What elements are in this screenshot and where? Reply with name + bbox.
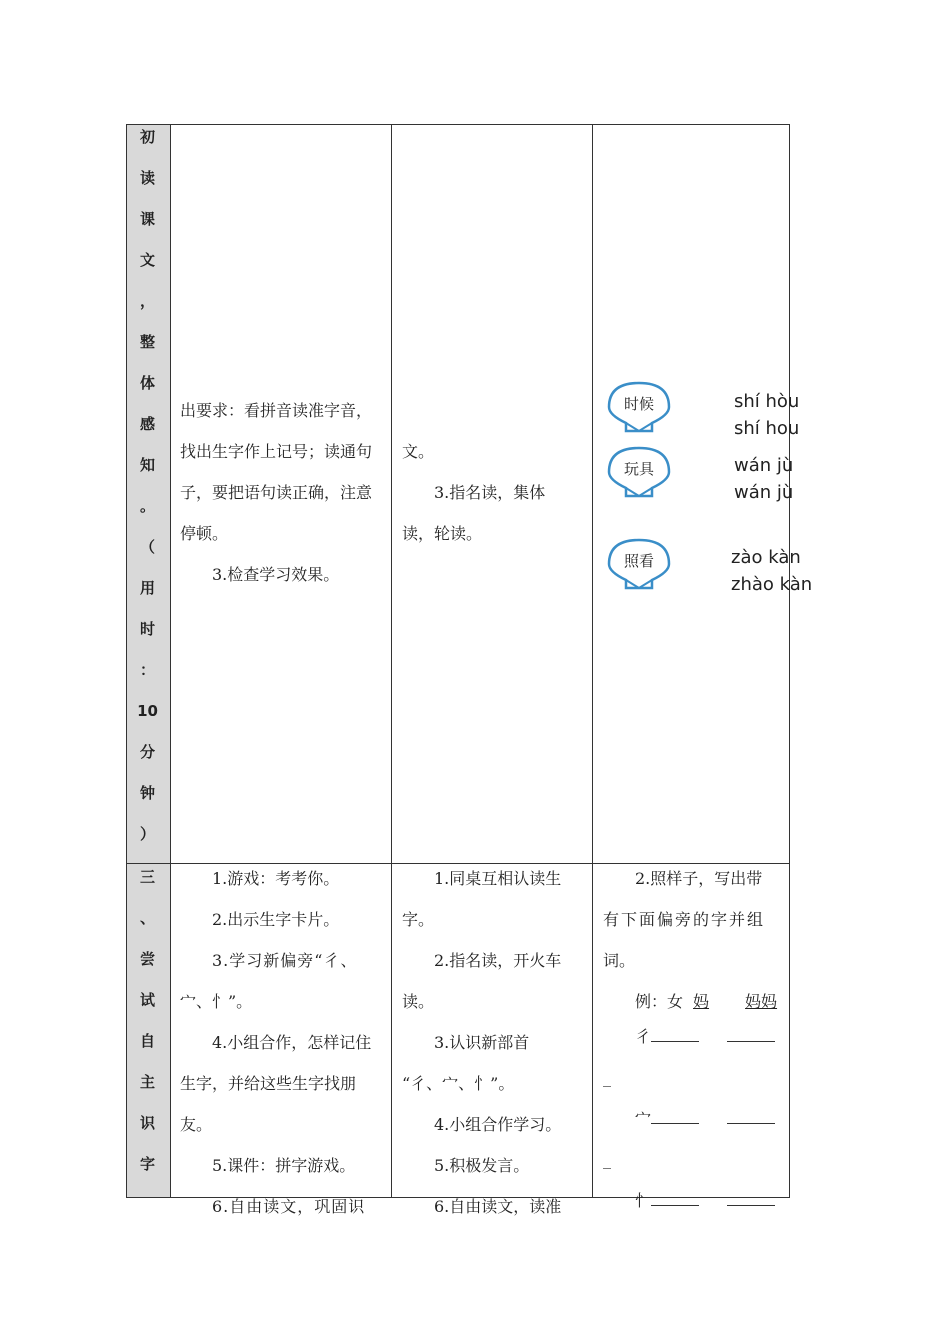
word-label: 玩具 [623, 460, 654, 478]
row1-teacher-cell [180, 390, 388, 595]
teacher-line: 3.检查学习效果。 [212, 565, 340, 584]
answer-blank[interactable] [727, 1105, 775, 1124]
teacher-line: 3.学习新偏旁“彳、 [212, 951, 358, 970]
student-line: 5.积极发言。 [434, 1156, 530, 1175]
wrap-dash: _ [603, 1068, 611, 1087]
column-divider-2 [391, 124, 392, 1198]
student-line: 3.指名读，集体 [434, 483, 546, 502]
pinyin-option: wán jù [734, 455, 794, 476]
stage-label-reading: 初 读 课 文 ， 整 体 感 知 。 （ 用 时 ： 10 分 钟 ） [137, 128, 158, 843]
answer-blank[interactable] [651, 1023, 699, 1042]
pinyin-correct: shí hòu [734, 391, 800, 412]
pinyin-option: wán jù [734, 482, 794, 503]
teacher-line: 5.课件：拼字游戏。 [212, 1156, 356, 1175]
answer-blank[interactable] [651, 1105, 699, 1124]
word-label: 照看 [623, 552, 654, 570]
student-line: 文。 [402, 442, 435, 461]
row2-student-cell [402, 858, 587, 1227]
radical-row-3: 忄 [603, 1186, 785, 1216]
fan-card-zhaokan [604, 536, 674, 596]
column-divider-3 [592, 124, 593, 1198]
student-line: 读。 [402, 992, 435, 1011]
teacher-line: 生字，并给这些生字找朋 [180, 1074, 357, 1093]
word-pinyin-panel [594, 124, 813, 864]
teacher-line: 4.小组合作，怎样记住 [212, 1033, 372, 1052]
student-line: 字。 [402, 910, 435, 929]
teacher-line: 2.出示生字卡片。 [212, 910, 340, 929]
example-char: 妈 [693, 992, 710, 1011]
student-line: “彳、宀、忄”。 [402, 1074, 515, 1093]
teacher-line: 宀、忄”。 [180, 992, 253, 1011]
exercise-line: 有下面偏旁的字并组 [603, 910, 766, 929]
example-line: 例：女 妈 妈妈 [635, 992, 778, 1011]
answer-blank[interactable] [727, 1187, 775, 1206]
answer-blank[interactable] [651, 1187, 699, 1206]
pinyin-option: zào kàn [731, 547, 801, 568]
teacher-line: 子，要把语句读正确，注意 [180, 483, 373, 502]
wrap-dash: _ [603, 1150, 611, 1169]
teacher-line: 友。 [180, 1115, 213, 1134]
exercise-line: 2.照样子，写出带 [635, 869, 763, 888]
stage-label-literacy: 三 、 尝 试 自 主 识 字 [139, 868, 155, 1173]
row2-teacher-cell [180, 858, 384, 1227]
student-line: 6.自由读文，读准 [434, 1197, 562, 1216]
pinyin-option: shí hou [734, 418, 800, 439]
row1-student-cell [402, 431, 587, 554]
teacher-line: 出要求：看拼音读准字音， [180, 401, 373, 420]
answer-blank[interactable] [727, 1023, 775, 1042]
teacher-line: 停顿。 [180, 524, 229, 543]
fan-card-wanju [604, 444, 674, 504]
teacher-line: 1.游戏：考考你。 [212, 869, 340, 888]
student-line: 2.指名读，开火车 [434, 951, 562, 970]
radical-row-2: 宀 [603, 1104, 785, 1134]
column-divider-1 [170, 124, 171, 1198]
example-word: 妈妈 [745, 992, 778, 1011]
exercise-line: 词。 [603, 951, 636, 970]
teacher-line: 6.自由读文，巩固识 [212, 1197, 366, 1216]
student-line: 1.同桌互相认读生 [434, 869, 562, 888]
row2-exercise-cell [603, 858, 785, 1216]
student-line: 读，轮读。 [402, 524, 483, 543]
word-label: 时候 [623, 395, 654, 413]
student-line: 4.小组合作学习。 [434, 1115, 562, 1134]
teacher-line: 找出生字作上记号；读通句 [180, 442, 373, 461]
radical-row-1: 彳 [603, 1022, 785, 1052]
student-line: 3.认识新部首 [434, 1033, 530, 1052]
table-border-right [789, 124, 790, 1198]
fan-card-shihou [604, 379, 674, 439]
pinyin-option: zhào kàn [731, 574, 813, 595]
